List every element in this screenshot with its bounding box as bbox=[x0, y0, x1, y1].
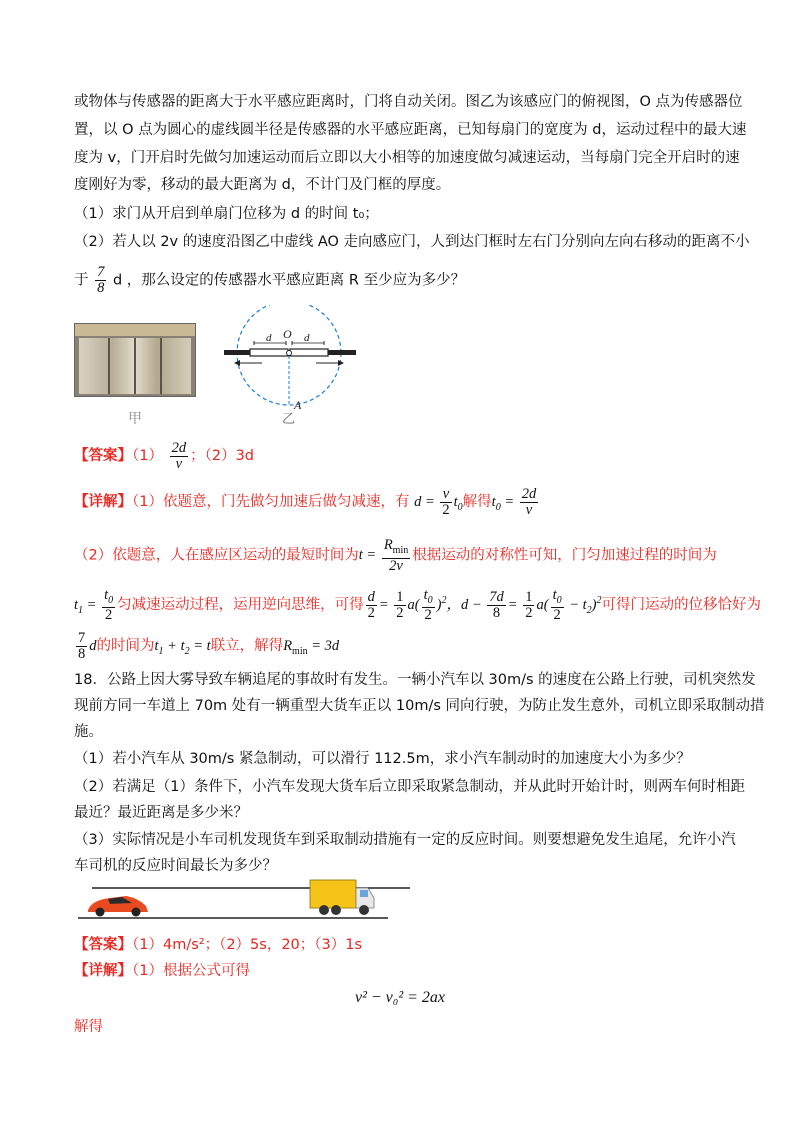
detail-text: （2）依题意，人在感应区运动的最短时间为 bbox=[74, 547, 359, 564]
formula-t0: $t_0$ = $\frac{2d}{v}$ bbox=[491, 486, 537, 519]
q2-suffix: d ，那么设定的传感器水平感应距离 R 至少应为多少？ bbox=[112, 272, 466, 289]
answer-tag: 【答案】 bbox=[74, 448, 132, 464]
q18-sub3: （3）实际情况是小车司机发现货车到采取制动措施有一定的反应时间。则要想避免发生追尾，允许小汽 bbox=[74, 832, 736, 848]
label-d-left: d bbox=[266, 332, 272, 344]
label-O: O bbox=[283, 327, 292, 341]
detail-17-line3 bbox=[74, 585, 761, 627]
formula-t: t = $\frac{R_{min}}{2v}$ bbox=[358, 537, 409, 574]
detail-text: 根据运动的对称性可知，门匀加速过程的时间为 bbox=[412, 547, 717, 564]
label-d-right: d bbox=[304, 332, 310, 344]
formula-d: d = $\frac{v}{2}$ $t_0$ bbox=[414, 486, 463, 519]
question-2-line2 bbox=[74, 265, 465, 296]
detail-17-line4 bbox=[74, 630, 339, 668]
detail-text: （1）根据公式可得 bbox=[132, 963, 250, 979]
answer-part1: （1） bbox=[132, 448, 163, 464]
fraction-2d-v bbox=[170, 441, 189, 472]
q18-sub3: 车司机的反应时间最长为多少？ bbox=[74, 858, 277, 874]
q18-sub2: 最近？最近距离是多少米？ bbox=[74, 805, 248, 821]
q18-sub2: （2）若满足（1）条件下，小汽车发现大货车后立即采取紧急制动，并从此时开始计时，则两车何时相距 bbox=[74, 779, 745, 795]
paragraph-line: 度为 v，门开启时先做匀加速运动而后立即以大小相等的加速度做匀减速运动，当每扇门完全开启时的速 bbox=[74, 150, 740, 166]
figure-label-jia: 甲 bbox=[128, 411, 142, 427]
detail-17-line1 bbox=[74, 486, 540, 524]
door-right bbox=[290, 349, 328, 356]
fraction-7-8 bbox=[95, 265, 106, 296]
detail-text: （1）依题意，门先做匀加速后做匀减速，有 bbox=[132, 494, 410, 510]
wall-left bbox=[224, 350, 250, 355]
detail-text: 解得 bbox=[462, 494, 492, 510]
car-icon bbox=[88, 896, 148, 917]
answer-part2: ；（2）3d bbox=[190, 448, 254, 464]
road-diagram bbox=[74, 876, 414, 924]
answer-tag: 【答案】 bbox=[74, 937, 132, 953]
paragraph-line: 置，以 O 点为圆心的虚线圆半径是传感器的水平感应距离，已知每扇门的宽度为 d，运动过程中的最大速 bbox=[74, 122, 747, 138]
formula-accel: $\frac{d}{2}$ = $\frac{1}{2}$ a( $\frac{t_0}{2}$ )$^2$，d − $\frac{7d}{8}$ = $\frac{1}{2}$ a( $\frac{t_0}{2}$ − $t_2)^2$ bbox=[367, 586, 602, 624]
paragraph-line: 或物体与传感器的距离大于水平感应距离时，门将自动关闭。图乙为该感应门的俯视图，O 点为传感器位 bbox=[74, 94, 743, 110]
answer-text: （1）4m/s²；（2）5s，20；（3）1s bbox=[132, 937, 363, 953]
q18-line: 18．公路上因大雾导致车辆追尾的事故时有发生。一辆小汽车以 30m/s 的速度在公路上行驶，司机突然发 bbox=[74, 672, 756, 688]
detail-text: 联立，解得 bbox=[210, 638, 284, 654]
detail-text: 匀减速运动过程，运用逆向思维，可得 bbox=[117, 596, 364, 613]
q18-line: 施。 bbox=[74, 724, 103, 740]
sensor-point bbox=[287, 351, 292, 356]
wall-right bbox=[328, 350, 356, 355]
frac-denominator: v bbox=[175, 455, 183, 472]
answer-18 bbox=[74, 935, 362, 955]
question-1: （1）求门从开启到单扇门位移为 d 的时间 t₀； bbox=[74, 206, 379, 222]
q2-prefix: 于 bbox=[74, 272, 89, 289]
formula-7-8d: $\frac{7}{8}$ d bbox=[78, 630, 97, 663]
truck-icon bbox=[310, 880, 374, 915]
door-left bbox=[250, 349, 288, 356]
detail-text: 的时间为 bbox=[96, 638, 155, 654]
frac-denominator: 8 bbox=[97, 280, 105, 296]
detail-tag: 【详解】 bbox=[74, 494, 132, 510]
door-top-view-diagram bbox=[222, 305, 362, 430]
jiede-text: 解得 bbox=[74, 1019, 103, 1035]
detail-tag: 【详解】 bbox=[74, 963, 132, 979]
detail-18 bbox=[74, 961, 250, 981]
label-A: A bbox=[294, 398, 302, 412]
detail-text: 可得门运动的位移恰好为 bbox=[601, 596, 762, 613]
formula-t1: $t_1$ = $\frac{t_0}{2}$ bbox=[74, 586, 114, 624]
door-photo bbox=[74, 323, 196, 397]
formula-kinematics: v² − v₀² = 2ax bbox=[354, 989, 446, 1006]
frac-numerator: 7 bbox=[97, 264, 105, 280]
question-2-line1: （2）若人以 2v 的速度沿图乙中虚线 AO 走向感应门，人到达门框时左右门分别向左向右移动的距离不小 bbox=[74, 234, 750, 250]
q18-sub1: （1）若小汽车从 30m/s 紧急制动，可以滑行 112.5m，求小汽车制动时的加速度大小为多少？ bbox=[74, 751, 691, 767]
figure-label-yi: 乙 bbox=[282, 412, 296, 427]
formula-t1t2: $t_1 + t_2 = t$ bbox=[154, 638, 211, 657]
formula-Rmin: $R_{min} = 3d$ bbox=[283, 638, 340, 657]
frac-numerator: 2d bbox=[171, 439, 187, 456]
q18-line: 现前方同一车道上 70m 处有一辆重型大货车正以 10m/s 同向行驶，为防止发生意外，司机立即采取制动措 bbox=[74, 698, 765, 714]
answer-17 bbox=[74, 440, 254, 472]
detail-17-line2 bbox=[74, 538, 717, 574]
paragraph-line: 度刚好为零，移动的最大距离为 d，不计门及门框的厚度。 bbox=[74, 177, 451, 193]
